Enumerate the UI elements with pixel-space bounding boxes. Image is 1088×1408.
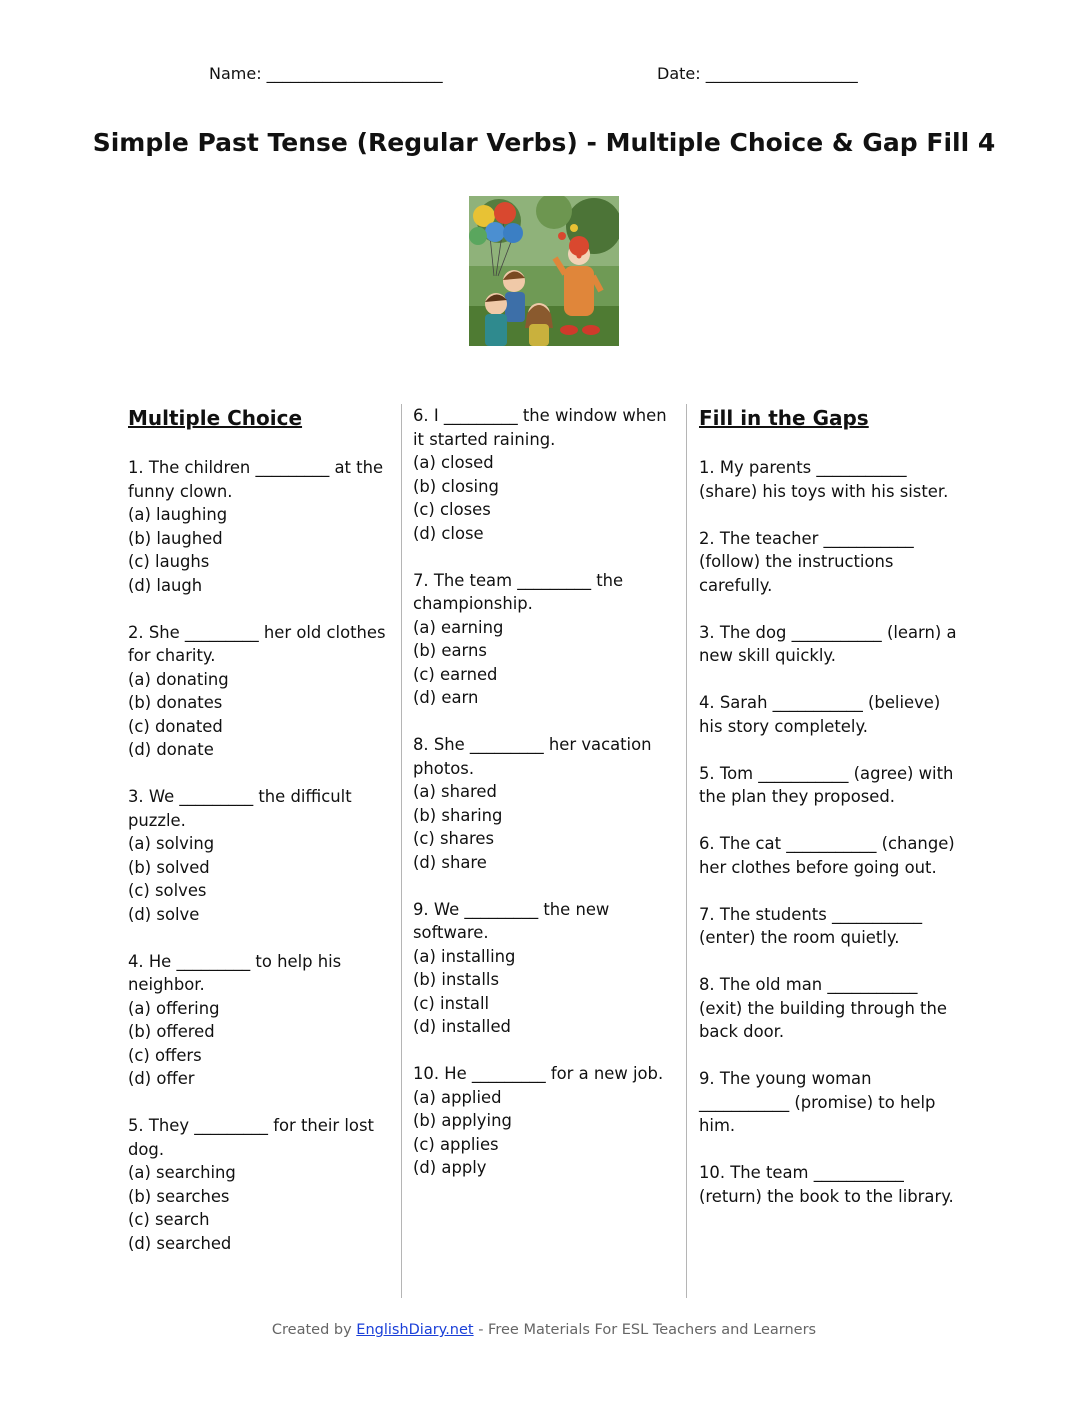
mc-option[interactable]: (b) solved: [128, 857, 210, 877]
mc-option[interactable]: (b) offered: [128, 1022, 215, 1041]
mc-question-text: 5. They _________ for their lost dog.: [128, 1116, 374, 1159]
gap-fill-heading: Fill in the Gaps: [699, 406, 869, 430]
mc-question-text: 8. She _________ her vacation photos.: [413, 735, 652, 778]
date-field[interactable]: Date: ___________________: [657, 64, 858, 83]
mc-option[interactable]: (a) applied: [413, 1087, 502, 1107]
column-divider: [686, 404, 687, 1298]
multiple-choice-column-2: [413, 404, 675, 1203]
mc-option[interactable]: (b) searches: [128, 1186, 230, 1206]
mc-option[interactable]: (b) installs: [413, 970, 500, 989]
mc-option[interactable]: (a) earning: [413, 617, 504, 637]
gap-fill-item[interactable]: 9. The young woman ___________ (promise) to help him.: [699, 1069, 936, 1135]
mc-option[interactable]: (d) installed: [413, 1017, 511, 1036]
mc-option[interactable]: (a) offering: [128, 998, 220, 1018]
footer: [0, 1322, 1088, 1338]
mc-option[interactable]: (d) laugh: [128, 575, 203, 595]
mc-option[interactable]: (c) shares: [413, 829, 494, 848]
mc-question-text: 2. She _________ her old clothes for charity.: [128, 622, 386, 665]
mc-question-text: 10. He _________ for a new job.: [413, 1064, 664, 1083]
mc-option[interactable]: (c) laughs: [128, 552, 210, 571]
mc-option[interactable]: (d) solve: [128, 904, 200, 924]
mc-option[interactable]: (b) closing: [413, 476, 499, 496]
mc-question-text: 6. I _________ the window when it started raining.: [413, 406, 667, 449]
mc-question-text: 7. The team _________ the championship.: [413, 570, 624, 613]
mc-question-text: 1. The children _________ at the funny clown.: [128, 458, 384, 501]
clown-illustration: [469, 196, 619, 346]
mc-option[interactable]: (c) donated: [128, 716, 223, 736]
mc-option[interactable]: (b) earns: [413, 641, 487, 660]
mc-question-text: 4. He _________ to help his neighbor.: [128, 951, 342, 994]
mc-question: [413, 569, 675, 710]
mc-question: [128, 785, 390, 926]
name-field[interactable]: Name: ______________________: [209, 64, 443, 83]
mc-option[interactable]: (c) applies: [413, 1134, 499, 1154]
gap-fill-item[interactable]: 4. Sarah ___________ (believe) his story completely.: [699, 693, 941, 736]
mc-question: [413, 898, 675, 1039]
mc-option[interactable]: (a) installing: [413, 946, 516, 966]
mc-option[interactable]: (a) solving: [128, 834, 215, 853]
mc-option[interactable]: (c) offers: [128, 1045, 202, 1065]
mc-option[interactable]: (c) solves: [128, 881, 207, 900]
gap-fill-column: [699, 404, 961, 1232]
gap-fill-item[interactable]: 5. Tom ___________ (agree) with the plan they proposed.: [699, 763, 954, 806]
mc-option[interactable]: (a) laughing: [128, 505, 228, 524]
mc-question: [413, 1062, 675, 1180]
mc-option[interactable]: (a) donating: [128, 669, 229, 689]
gap-fill-item[interactable]: 3. The dog ___________ (learn) a new skill quickly.: [699, 622, 957, 665]
mc-option[interactable]: (d) apply: [413, 1158, 487, 1177]
mc-option[interactable]: (c) install: [413, 993, 490, 1013]
mc-option[interactable]: (a) searching: [128, 1163, 236, 1182]
mc-question: [413, 404, 675, 545]
multiple-choice-column-1: [128, 404, 390, 1279]
mc-question: [128, 621, 390, 762]
mc-option[interactable]: (b) donates: [128, 693, 223, 712]
site-link[interactable]: EnglishDiary.net: [356, 1322, 474, 1338]
mc-option[interactable]: (a) shared: [413, 782, 497, 801]
gap-fill-item[interactable]: 10. The team ___________ (return) the book to the library.: [699, 1163, 954, 1206]
gap-fill-item[interactable]: 7. The students ___________ (enter) the room quietly.: [699, 904, 923, 947]
mc-option[interactable]: (a) closed: [413, 453, 494, 472]
mc-question-text: 9. We _________ the new software.: [413, 899, 610, 942]
gap-fill-item[interactable]: 8. The old man ___________ (exit) the building through the back door.: [699, 975, 947, 1041]
column-divider: [401, 404, 402, 1298]
mc-option[interactable]: (d) earn: [413, 688, 479, 707]
page-title: Simple Past Tense (Regular Verbs) - Multiple Choice & Gap Fill 4: [92, 128, 996, 157]
mc-question: [128, 456, 390, 597]
mc-option[interactable]: (c) search: [128, 1210, 210, 1229]
gap-fill-item[interactable]: 2. The teacher ___________ (follow) the instructions carefully.: [699, 528, 914, 595]
gap-fill-item[interactable]: 6. The cat ___________ (change) her clothes before going out.: [699, 834, 955, 877]
multiple-choice-heading: Multiple Choice: [128, 406, 303, 430]
mc-question: [413, 733, 675, 874]
mc-question: [128, 1114, 390, 1255]
mc-option[interactable]: (d) donate: [128, 740, 214, 759]
mc-question: [128, 950, 390, 1091]
mc-option[interactable]: (d) share: [413, 852, 487, 872]
mc-option[interactable]: (c) earned: [413, 664, 498, 684]
gap-fill-item[interactable]: 1. My parents ___________ (share) his toys with his sister.: [699, 458, 949, 501]
mc-question-text: 3. We _________ the difficult puzzle.: [128, 787, 352, 830]
mc-option[interactable]: (d) close: [413, 523, 484, 543]
mc-option[interactable]: (d) searched: [128, 1233, 232, 1253]
mc-option[interactable]: (b) laughed: [128, 528, 223, 548]
mc-option[interactable]: (c) closes: [413, 500, 491, 519]
footer-suffix: - Free Materials For ESL Teachers and Learners: [473, 1322, 817, 1338]
mc-option[interactable]: (d) offer: [128, 1069, 195, 1088]
mc-option[interactable]: (b) sharing: [413, 805, 503, 825]
footer-prefix: Created by: [271, 1322, 357, 1338]
mc-option[interactable]: (b) applying: [413, 1111, 512, 1130]
